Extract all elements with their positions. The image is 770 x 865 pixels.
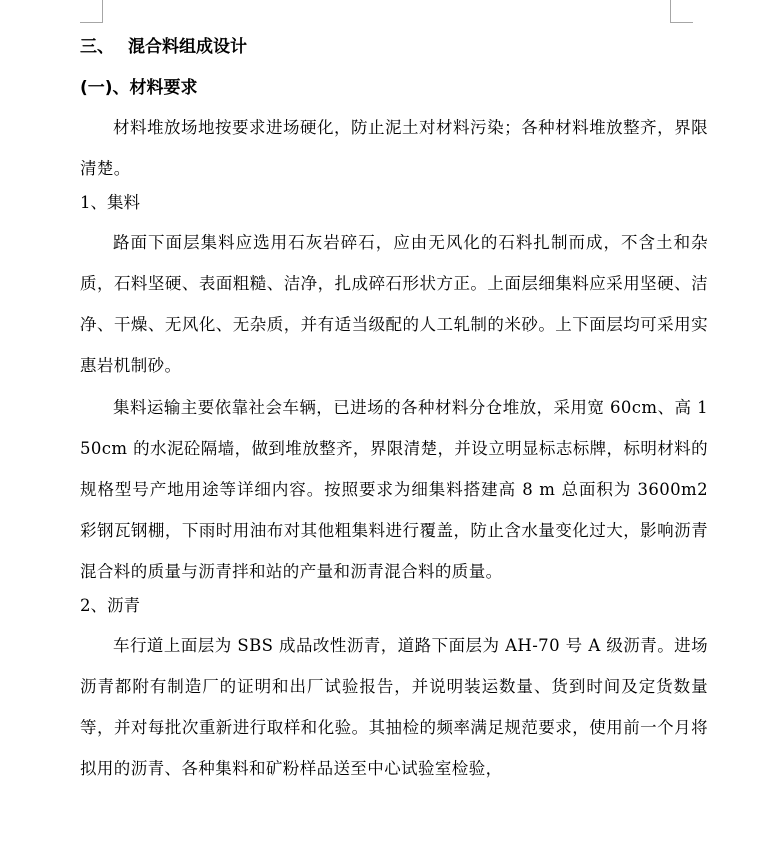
section-title: 混合料组成设计 [128, 37, 247, 57]
asphalt-paragraph-1: 车行道上面层为 SBS 成品改性沥青，道路下面层为 AH-70 号 A 级沥青。进场沥青都附有制造厂的证明和出厂试验报告，并说明装运数量、货到时间及定货数量等，并对每批次重新进行取样和化验。其抽检的频率满足规范要求，使用前一个月将拟用的沥青、各种集料和矿粉样品送至中心试验室检验， [80, 636, 708, 778]
margin-corner-mark-left [80, 0, 103, 23]
section-heading [80, 34, 708, 60]
intro-paragraph: 材料堆放场地按要求进场硬化，防止泥土对材料污染；各种材料堆放整齐，界限清楚。 [80, 118, 708, 178]
asphalt-heading: 2、沥青 [80, 596, 140, 615]
section-number: 三、 [80, 37, 114, 57]
aggregate-paragraph-1: 路面下面层集料应选用石灰岩碎石，应由无风化的石料扎制而成，不含土和杂质，石料坚硬、表面粗糙、洁净，扎成碎石形状方正。上面层细集料应采用坚硬、洁净、干燥、无风化、无杂质，并有适当级配的人工轧制的米砂。上下面层均可采用实惠岩机制砂。 [80, 233, 708, 375]
document-body [80, 34, 708, 790]
subsection-heading: (一)、材料要求 [80, 78, 198, 98]
aggregate-heading: 1、集料 [80, 193, 140, 212]
aggregate-paragraph-2: 集料运输主要依靠社会车辆，已进场的各种材料分仓堆放，采用宽 60cm、高 150cm 的水泥砼隔墙，做到堆放整齐，界限清楚，并设立明显标志标牌，标明材料的规格型号产地用途等详细内容。按照要求为细集料搭建高 8 m 总面积为 3600m2 彩钢瓦钢棚，下雨时用油布对其他粗集料进行覆盖，防止含水量变化过大，影响沥青混合料的质量与沥青拌和站的产量和沥青混合料的质量。 [80, 398, 708, 581]
margin-corner-mark-right [670, 0, 693, 23]
